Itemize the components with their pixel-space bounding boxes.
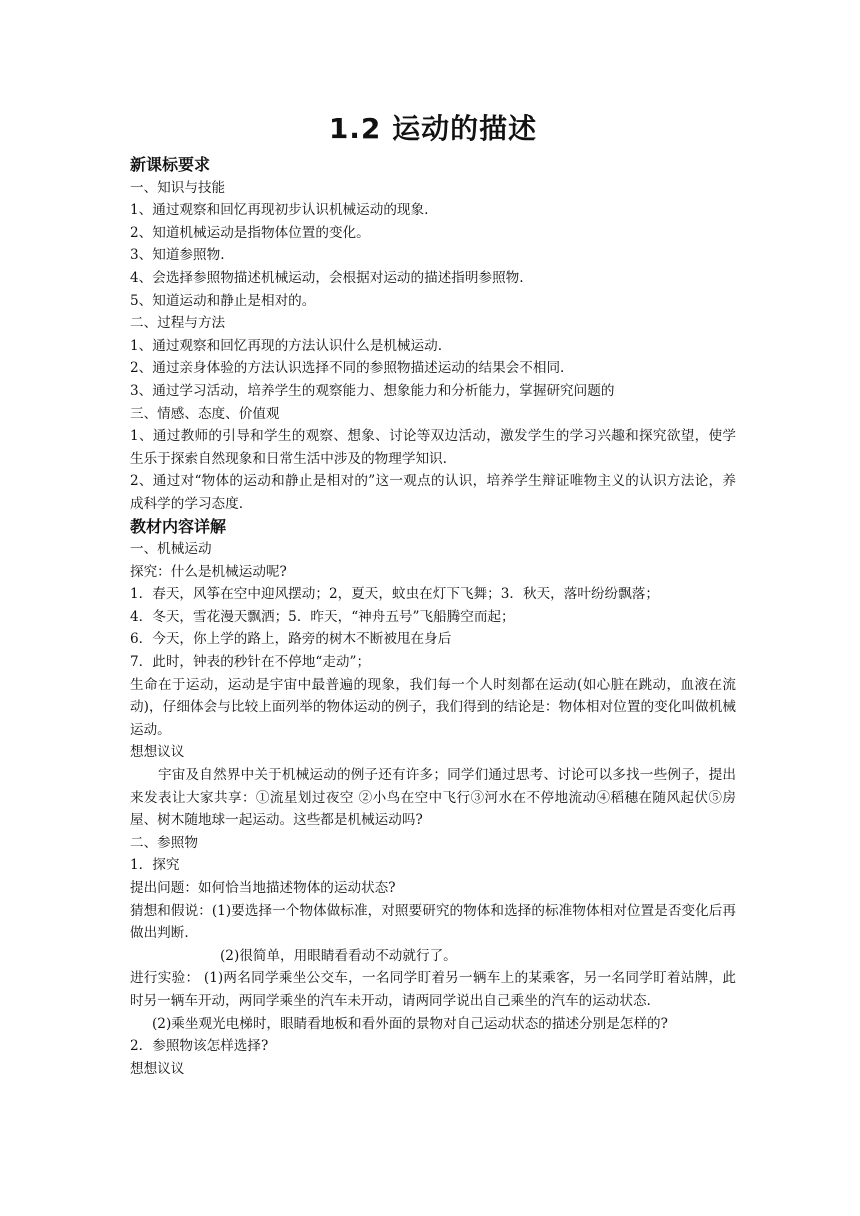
paragraph: 1、通过教师的引导和学生的观察、想象、讨论等双边活动，激发学生的学习兴趣和探究欲望，使学生乐于探索自然现象和日常生活中涉及的物理学知识.	[130, 428, 736, 467]
text-line: 1．春天，风筝在空中迎风摆动；2，夏天，蚊虫在灯下飞舞；3．秋天，落叶纷纷飘落；	[130, 586, 659, 603]
section-heading-requirements: 新课标要求	[130, 155, 211, 174]
paragraph: 2、通过对“物体的运动和静止是相对的”这一观点的认识，培养学生辩证唯物主义的认识方法论，养成科学的学习态度.	[130, 473, 736, 512]
text-line: 二、过程与方法	[130, 315, 226, 332]
paragraph: 宇宙及自然界中关于机械运动的例子还有许多；同学们通过思考、讨论可以多找一些例子，提出来发表让大家共享：①流星划过夜空 ②小鸟在空中飞行③河水在不停地流动④稻穗在随风起伏⑤房屋、树木随地球一起运动。这些都是机械运动吗?	[130, 767, 736, 829]
text-line: 6．今天，你上学的路上，路旁的树木不断被甩在身后	[130, 631, 452, 648]
text-line: 7．此时，钟表的秒针在不停地“走动”；	[130, 654, 371, 671]
text-line: 3、知道参照物.	[130, 247, 225, 264]
text-line: 一、知识与技能	[130, 179, 226, 196]
text-line: 想想议议	[130, 744, 185, 761]
text-line: 三、情感、态度、价值观	[130, 405, 280, 422]
text-line: 2、通过亲身体验的方法认识选择不同的参照物描述运动的结果会不相同.	[130, 360, 565, 377]
text-line: 提出问题：如何恰当地描述物体的运动状态?	[130, 880, 396, 896]
text-line: (2)很简单，用眼睛看看动不动就行了。	[220, 947, 457, 964]
page-title: 1.2 运动的描述	[328, 112, 538, 145]
text-line: 3、通过学习活动，培养学生的观察能力、想象能力和分析能力，掌握研究问题的	[130, 382, 615, 399]
paragraph: (2)乘坐观光电梯时，眼睛看地板和看外面的景物对自己运动状态的描述分别是怎样的?	[152, 1015, 668, 1032]
text-line: 探究：什么是机械运动呢?	[130, 563, 287, 580]
text-line: 5、知道运动和静止是相对的。	[130, 292, 316, 309]
text-line: 1、通过观察和回忆再现的方法认识什么是机械运动.	[130, 337, 443, 354]
text-line: 1、通过观察和回忆再现初步认识机械运动的现象.	[130, 202, 429, 219]
text-line: 1．探究	[130, 857, 180, 874]
text-line: 2．参照物该怎样选择?	[130, 1038, 269, 1055]
text-line: 4、会选择参照物描述机械运动，会根据对运动的描述指明参照物.	[130, 269, 524, 286]
text-line: 2、知道机械运动是指物体位置的变化。	[130, 224, 370, 241]
paragraph: 进行实验： (1)两名同学乘坐公交车，一名同学盯着另一辆车上的某乘客，另一名同学盯着站牌，此时另一辆车开动，两同学乘坐的汽车未开动，请两同学说出自己乘坐的汽车的运动状态.	[130, 970, 736, 1009]
text-line: 想想议议	[130, 1060, 185, 1077]
paragraph: 猜想和假说：(1)要选择一个物体做标准，对照要研究的物体和选择的标准物体相对位置是否变化后再做出判断.	[130, 902, 736, 942]
text-line: 一、机械运动	[130, 541, 212, 558]
paragraph: 生命在于运动，运动是宇宙中最普遍的现象，我们每一个人时刻都在运动(如心脏在跳动，血液在流动)，仔细体会与比较上面列举的物体运动的例子，我们得到的结论是：物体相对位置的变化叫做机械运动。	[130, 676, 736, 738]
text-line: 二、参照物	[130, 834, 198, 851]
section-heading-content: 教材内容详解	[130, 516, 227, 536]
text-line: 4．冬天，雪花漫天飘洒；5．昨天，“神舟五号”飞船腾空而起；	[130, 608, 515, 625]
